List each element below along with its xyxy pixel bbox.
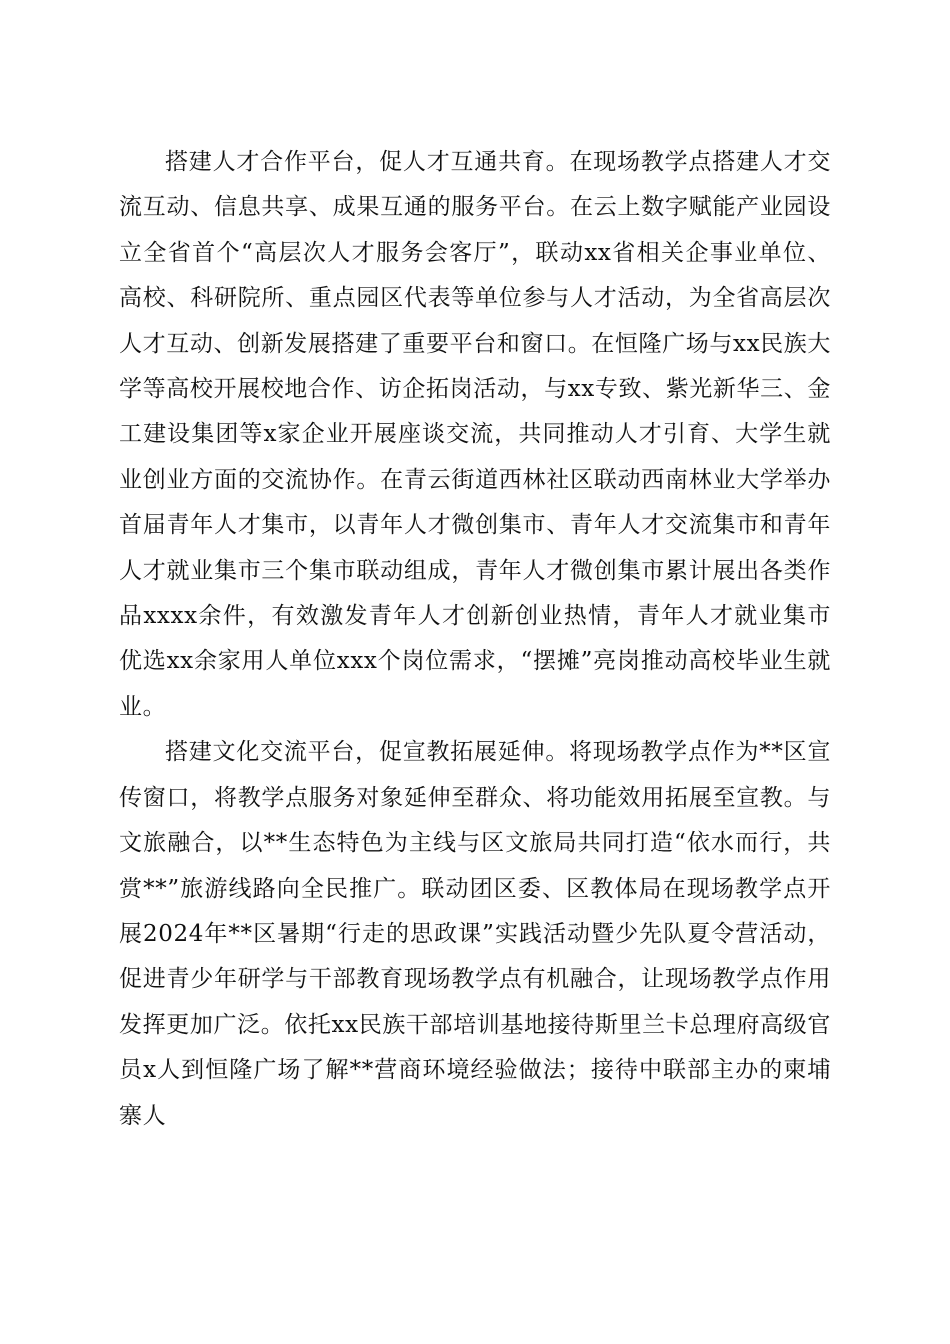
document-body bbox=[119, 140, 831, 1139]
paragraph-culture-platform: 搭建文化交流平台，促宣教拓展延伸。将现场教学点作为**区宣传窗口，将教学点服务对象延伸至群众、将功能效用拓展至宣教。与文旅融合，以**生态特色为主线与区文旅局共同打造“依水而行，共赏**”旅游线路向全民推广。联动团区委、区教体局在现场教学点开展2024年**区暑期“行走的思政课”实践活动暨少先队夏令营活动，促进青少年研学与干部教育现场教学点有机融合，让现场教学点作用发挥更加广泛。依托xx民族干部培训基地接待斯里兰卡总理府高级官员x人到恒隆广场了解**营商环境经验做法；接待中联部主办的柬埔寨人 bbox=[119, 739, 831, 1129]
paragraph-talent-platform: 搭建人才合作平台，促人才互通共育。在现场教学点搭建人才交流互动、信息共享、成果互通的服务平台。在云上数字赋能产业园设立全省首个“高层次人才服务会客厅”，联动xx省相关企事业单位、高校、科研院所、重点园区代表等单位参与人才活动，为全省高层次人才互动、创新发展搭建了重要平台和窗口。在恒隆广场与xx民族大学等高校开展校地合作、访企拓岗活动，与xx专致、紫光新华三、金工建设集团等x家企业开展座谈交流，共同推动人才引育、大学生就业创业方面的交流协作。在青云街道西林社区联动西南林业大学举办首届青年人才集市，以青年人才微创集市、青年人才交流集市和青年人才就业集市三个集市联动组成，青年人才微创集市累计展出各类作品xxxx余件，有效激发青年人才创新创业热情，青年人才就业集市优选xx余家用人单位xxx个岗位需求，“摆摊”亮岗推动高校毕业生就业。 bbox=[119, 149, 831, 720]
